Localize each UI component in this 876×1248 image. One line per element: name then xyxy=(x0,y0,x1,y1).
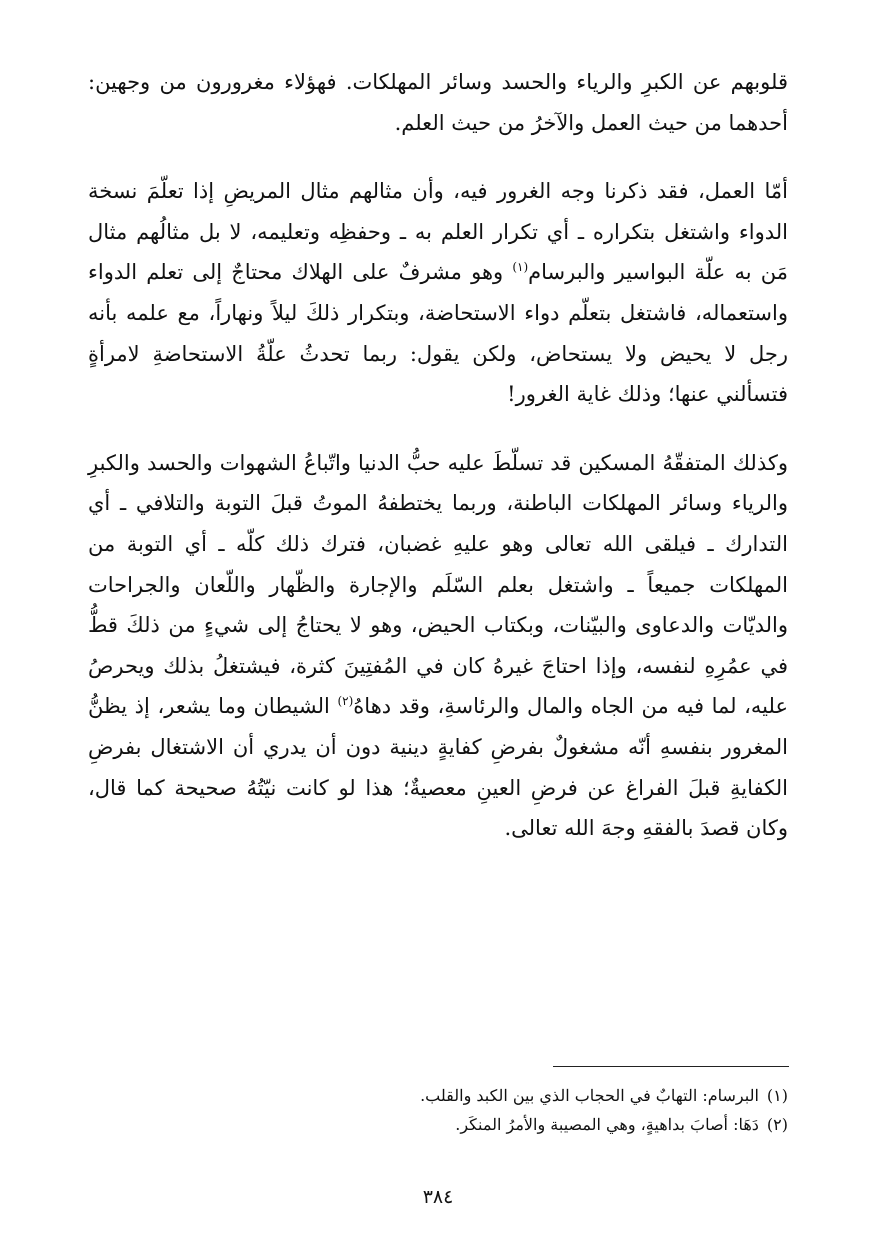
paragraph xyxy=(88,171,788,415)
paragraph-text: وهو مشرفٌ على الهلاك محتاجٌ إلى تعلم الدواء واستعماله، فاشتغل بتعلّم دواء الاستحاضة، وبتكرار ذلكَ ليلاً ونهاراً، مع علمه بأنه رجل لا يحيض ولا يستحاض، ولكن يقول: ربما تحدثُ علّةُ الاستحاضةِ لامرأةٍ فتسألني عنها؛ وذلك غاية الغرور! xyxy=(88,260,788,407)
paragraph xyxy=(88,62,788,143)
footnote-text: دَهَا: أصابَ بداهيةٍ، وهي المصيبة والأمرُ المنكَر. xyxy=(455,1115,759,1134)
footnote xyxy=(88,1081,788,1110)
paragraph-text: الشيطان وما يشعر، إذ يظنُّ المغرور بنفسهِ أنّه مشغولٌ بفرضِ كفايةٍ دينية دون أن يدري أن الاشتغال بفرضِ الكفايةِ قبلَ الفراغ عن فرضِ العينِ معصيةٌ؛ هذا لو كانت نيّتُهُ صحيحة كما قال، وكان قصدَ بالفقهِ وجهَ الله تعالى. xyxy=(88,694,788,841)
footnote-number: (١) xyxy=(766,1086,788,1105)
footnote-marker: (١) xyxy=(512,260,529,275)
paragraph-text: قلوبهم عن الكبرِ والرياء والحسد وسائر المهلكات. فهؤلاء مغرورون من وجهين: أحدهما من حيث العمل والآخرُ من حيث العلم. xyxy=(88,70,788,135)
footnote-marker: (٢) xyxy=(337,694,354,709)
footnote-number: (٢) xyxy=(766,1115,788,1134)
footnote xyxy=(88,1110,788,1139)
paragraph-text: وكذلك المتفقّهُ المسكين قد تسلّطَ عليه حبُّ الدنيا واتّباعُ الشهوات والحسد والكبرِ والرياء وسائر المهلكات الباطنة، وربما يختطفهُ الموتُ قبلَ التوبة والتلافي ـ أي التدارك ـ فيلقى الله تعالى وهو عليهِ غضبان، فترك ذلك كلّه ـ أي التوبة من المهلكات جميعاً ـ واشتغل بعلم السّلَم والإجارة والظّهار واللّعان والجراحات والديّات والدعاوى والبيّنات، وبكتاب الحيض، وهو لا يحتاجُ إلى شيءٍ من ذلكَ قطُّ في عمُرِهِ لنفسه، وإذا احتاجَ غيرهُ كان في المُفتِينَ كثرة، فيشتغلُ بذلك ويحرصُ عليه، لما فيه من الجاه والمال والرئاسةِ، وقد دهاهُ xyxy=(88,450,788,719)
footnote-text: البرسام: التهابٌ في الحجاب الذي بين الكبد والقلب. xyxy=(420,1086,759,1105)
paragraph-text: أمّا العمل، فقد ذكرنا وجه الغرور فيه، وأن مثالهم مثال المريضِ إذا تعلّمَ نسخة الدواء واشتغل بتكراره ـ أي تكرار العلم به ـ وحفظِه وتعليمه، لا بل مثالُهم مثال مَن به علّة البواسير والبرسام xyxy=(88,179,788,285)
body-text xyxy=(88,62,788,849)
footnote-divider xyxy=(553,1066,789,1067)
footnotes xyxy=(88,1081,788,1139)
page-number: ٣٨٤ xyxy=(422,1186,454,1208)
paragraph xyxy=(88,443,788,849)
